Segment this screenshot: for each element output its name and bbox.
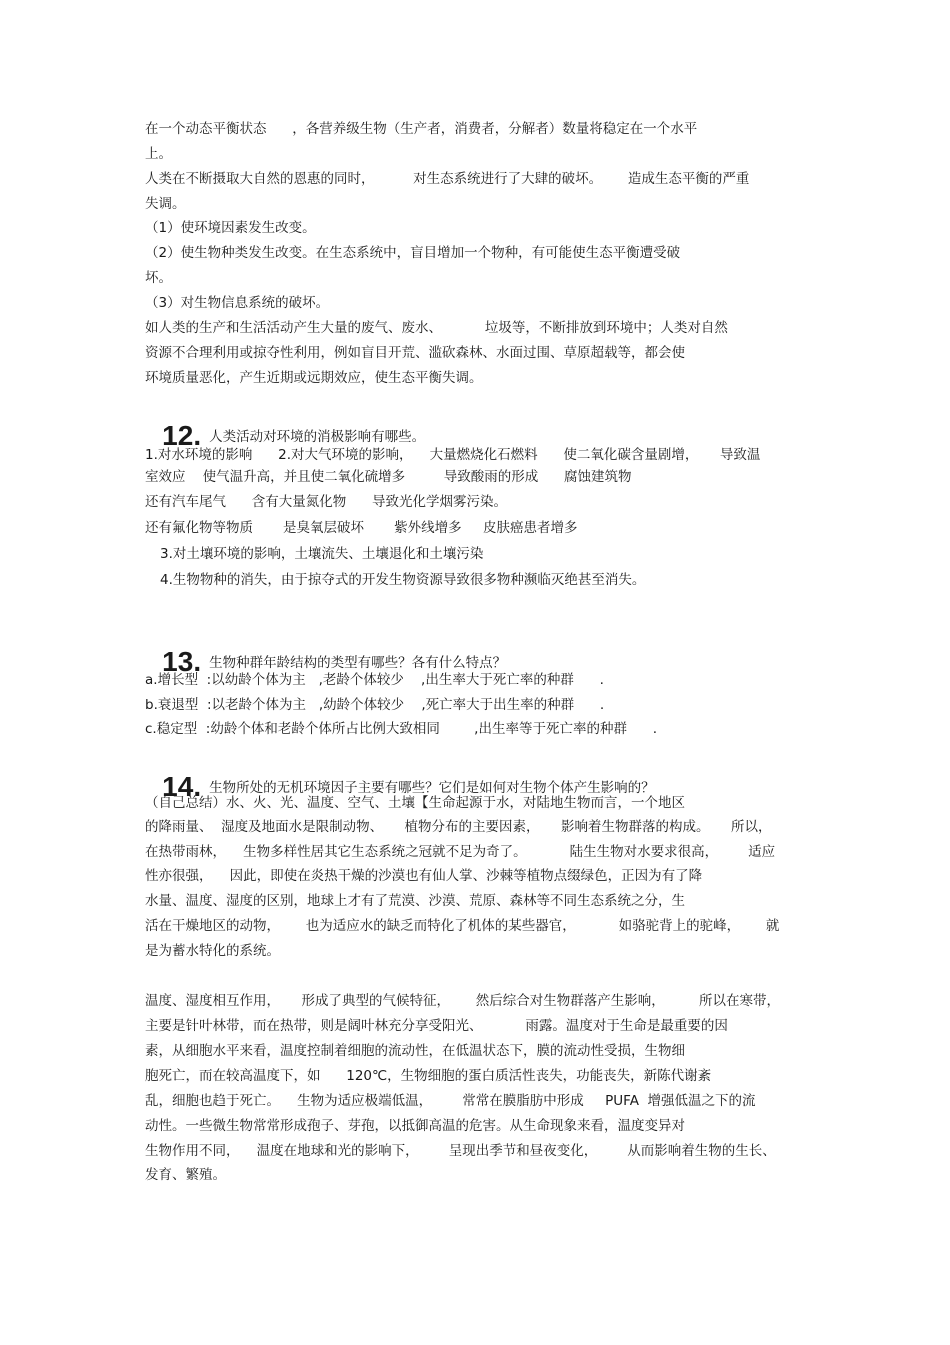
text-line: 胞死亡，而在较高温度下，如 120℃，生物细胞的蛋白质活性丧失，功能丧失，新陈代谢紊 [145,1068,712,1084]
question-title: 生物所处的无机环境因子主要有哪些？它们是如何对生物个体产生影响的？ [209,780,655,796]
text-line: 还有氟化物等物质 是臭氧层破坏 紫外线增多 皮肤癌患者增多 [145,520,578,536]
question-number: 14. [162,771,202,802]
question-title: 生物种群年龄结构的类型有哪些？各有什么特点？ [209,655,507,671]
text-line: 在热带雨林， 生物多样性居其它生态系统之冠就不足为奇了。 陆生生物对水要求很高， 适应 [145,844,776,860]
text-line: 发育、繁殖。 [145,1167,226,1183]
text-line: c.稳定型 :幼龄个体和老龄个体所占比例大致相同 ,出生率等于死亡率的种群 . [145,721,658,737]
text-line: （2）使生物种类发生改变。在生态系统中，盲目增加一个物种，有可能使生态平衡遭受破 [145,245,681,261]
text-line: 是为蓄水特化的系统。 [145,943,280,959]
question-number: 13. [162,646,202,677]
text-line: 动性。一些微生物常常形成孢子、芽孢，以抵御高温的危害。从生命现象来看，温度变异对 [145,1118,685,1134]
text-line: 性亦很强， 因此，即使在炎热干燥的沙漠也有仙人掌、沙棘等植物点缀绿色，正因为有了降 [145,868,703,884]
text-line: 失调。 [145,196,186,212]
text-line: 还有汽车尾气 含有大量氮化物 导致光化学烟雾污染。 [145,494,507,510]
text-line: 在一个动态平衡状态 ，各营养级生物（生产者，消费者，分解者）数量将稳定在一个水平 [145,121,698,137]
text-line: 坏。 [145,270,172,286]
text-line: 4.生物物种的消失，由于掠夺式的开发生物资源导致很多物种濒临灭绝甚至消失。 [160,572,646,588]
text-line: 素，从细胞水平来看，温度控制着细胞的流动性，在低温状态下，膜的流动性受损，生物细 [145,1043,685,1059]
text-line: a.增长型 :以幼龄个体为主 ,老龄个体较少 ,出生率大于死亡率的种群 . [145,672,604,688]
text-line: b.衰退型 :以老龄个体为主 ,幼龄个体较少 ,死亡率大于出生率的种群 . [145,697,605,713]
text-line: 水量、温度、湿度的区别，地球上才有了荒漠、沙漠、荒原、森林等不同生态系统之分，生 [145,893,685,909]
text-line: （3）对生物信息系统的破坏。 [145,295,330,311]
text-line: 主要是针叶林带，而在热带，则是阔叶林充分享受阳光、 雨露。温度对于生命是最重要的因 [145,1018,728,1034]
text-line: 1.对水环境的影响 2.对大气环境的影响， 大量燃烧化石燃料 使二氧化碳含量剧增， 导致温 [145,447,761,463]
question-title: 人类活动对环境的消极影响有哪些。 [209,429,426,445]
text-line: 上。 [145,146,172,162]
text-line: 资源不合理利用或掠夺性利用，例如盲目开荒、滥砍森林、水面过围、草原超载等，都会使 [145,345,685,361]
text-line: 室效应 使气温升高，并且使二氧化硫增多 导致酸雨的形成 腐蚀建筑物 [145,469,632,485]
text-line: （自己总结）水、火、光、温度、空气、土壤【生命起源于水，对陆地生物而言，一个地区 [145,795,685,811]
text-line: 的降雨量、 湿度及地面水是限制动物、 植物分布的主要因素， 影响着生物群落的构成。 所以， [145,819,772,835]
text-line: 温度、湿度相互作用， 形成了典型的气候特征， 然后综合对生物群落产生影响， 所以在寒带， [145,993,781,1009]
text-line: 3.对土壤环境的影响，土壤流失、土壤退化和土壤污染 [160,546,484,562]
question-number: 12. [162,420,202,451]
text-line: 活在干燥地区的动物， 也为适应水的缺乏而特化了机体的某些器官， 如骆驼背上的驼峰， 就 [145,918,780,934]
text-line: （1）使环境因素发生改变。 [145,220,316,236]
text-line: 乱，细胞也趋于死亡。 生物为适应极端低温， 常常在膜脂肪中形成 PUFA 增强低温之下的流 [145,1093,756,1109]
text-line: 环境质量恶化，产生近期或远期效应，使生态平衡失调。 [145,370,483,386]
text-line: 生物作用不同， 温度在地球和光的影响下， 呈现出季节和昼夜变化， 从而影响着生物的生长、 [145,1143,776,1159]
text-line: 人类在不断摄取大自然的恩惠的同时， 对生态系统进行了大肆的破坏。 造成生态平衡的严重 [145,171,750,187]
text-line: 如人类的生产和生活活动产生大量的废气、废水、 垃圾等，不断排放到环境中；人类对自然 [145,320,728,336]
